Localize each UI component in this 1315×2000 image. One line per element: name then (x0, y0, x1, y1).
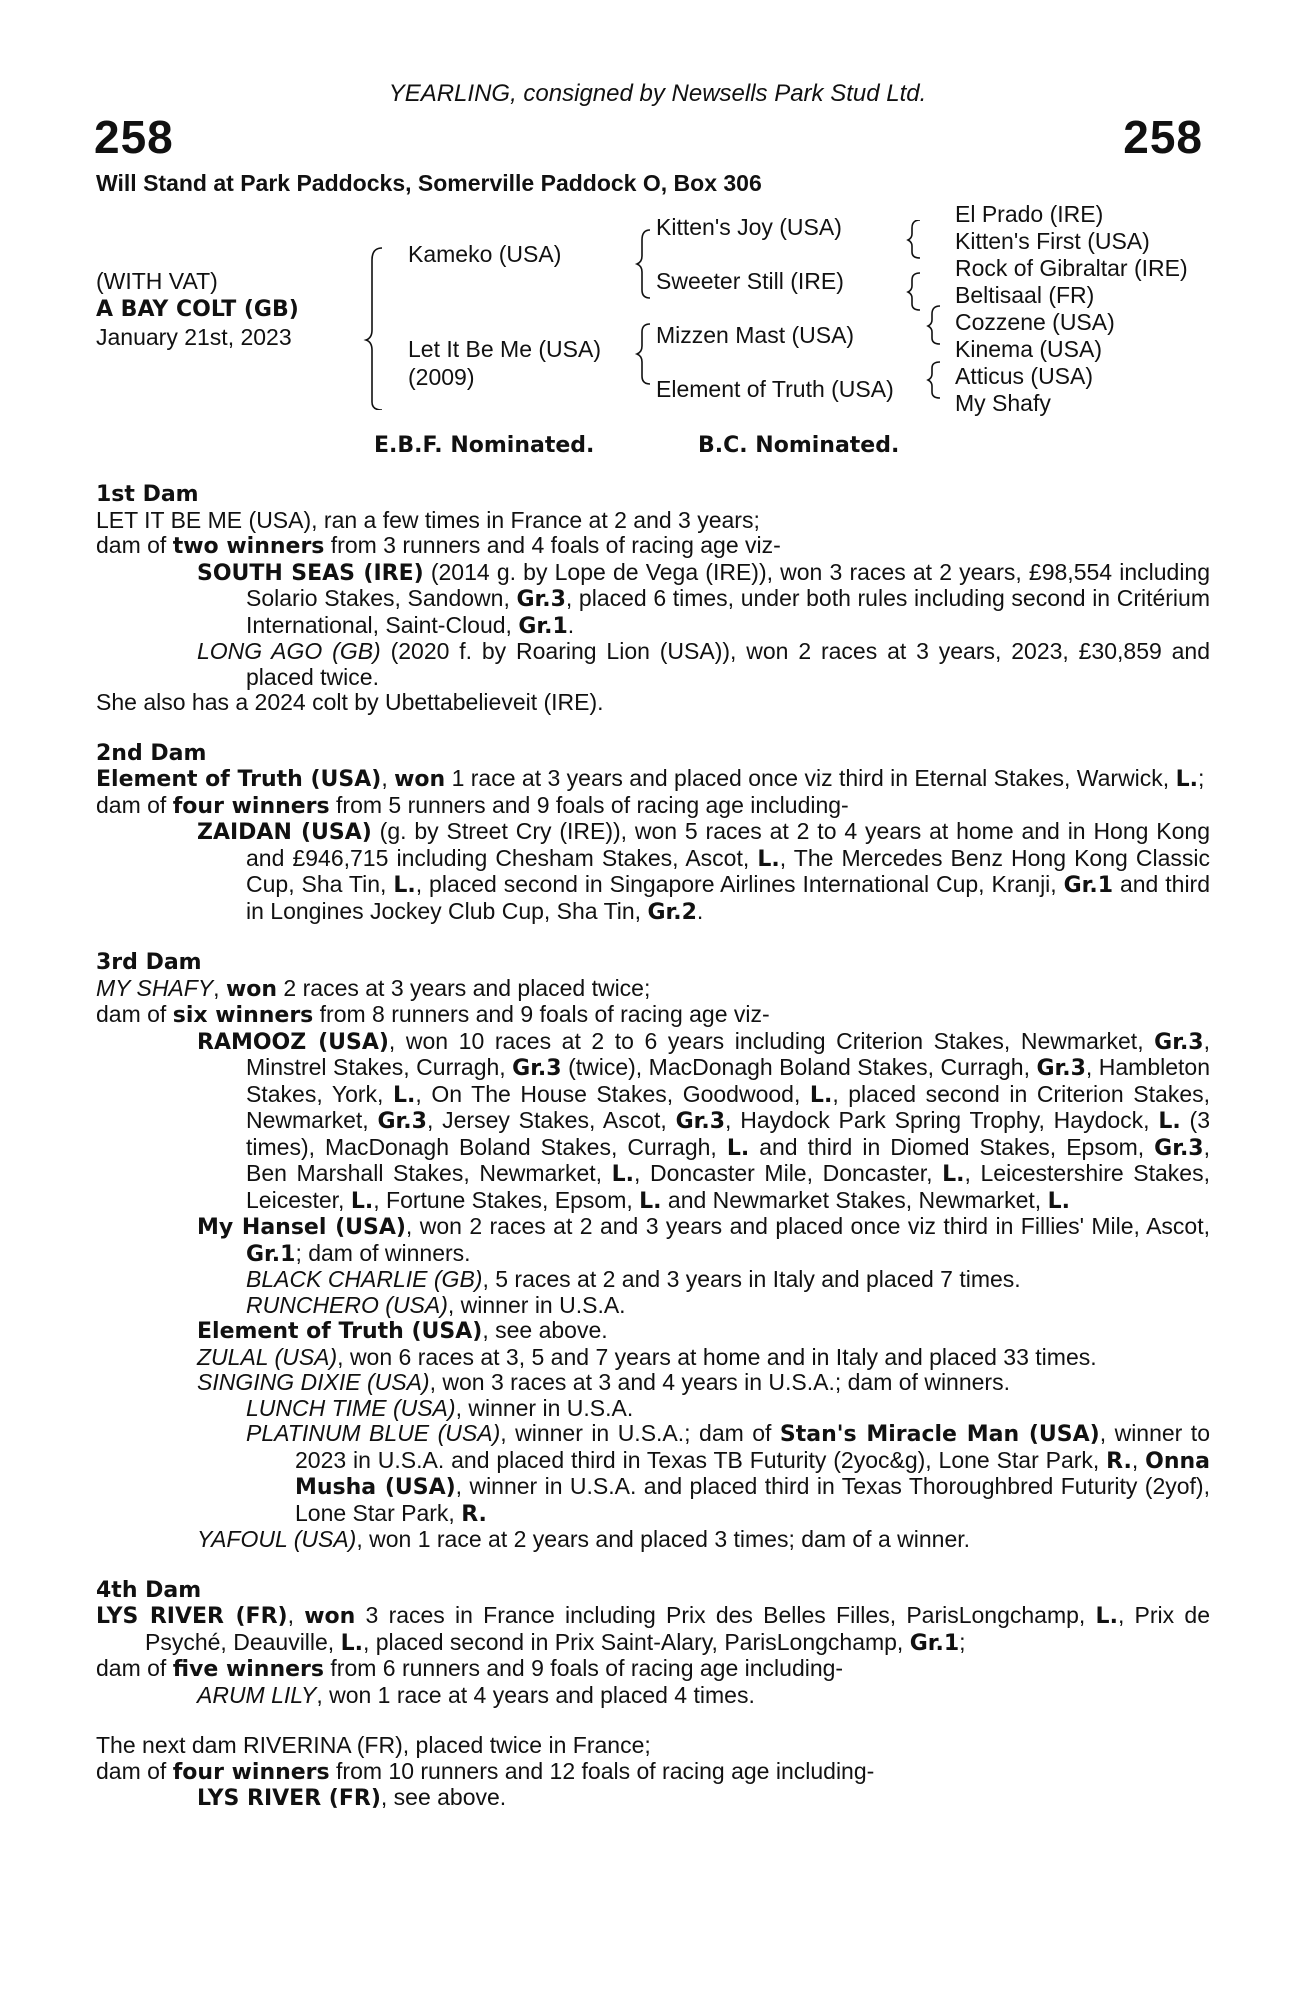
grandprogeny-lunch-time: LUNCH TIME (USA), winner in U.S.A. (246, 1394, 634, 1421)
progeny-singing-dixie: SINGING DIXIE (USA), won 3 races at 3 and 4 years in U.S.A.; dam of winners. (197, 1369, 1010, 1395)
first-dam-heading: 1st Dam (96, 482, 199, 507)
bc-nomination: B.C. Nominated. (698, 433, 900, 458)
second-dam-heading: 2nd Dam (96, 740, 207, 766)
granddam-line-2: Kitten's First (USA) (955, 228, 1150, 254)
dam-sire: Mizzen Mast (USA) (656, 322, 855, 348)
vat-note: (WITH VAT) (96, 268, 218, 294)
granddam-line-3: Rock of Gibraltar (IRE) (955, 255, 1188, 281)
sire-sire: Kitten's Joy (USA) (656, 214, 842, 240)
third-dam-heading: 3rd Dam (96, 950, 202, 975)
ebf-nomination: E.B.F. Nominated. (374, 433, 595, 458)
fourth-dam-line: LYS RIVER (FR), won 3 races in France including Prix des Belles Filles, ParisLongchamp, L., Prix de Psyché, Deauville, L., placed second in Prix Saint-Alary, ParisLongchamp, Gr.1; (96, 1602, 1210, 1656)
fourth-dam-produce-summary: dam of five winners from 6 runners and 9 foals of racing age including- (96, 1655, 844, 1682)
progeny-south-seas: SOUTH SEAS (IRE) (2014 g. by Lope de Vega (IRE)), won 3 races at 2 years, £98,554 including Solario Stakes, Sandown, Gr.3, placed 6 times, under both rules including second in Critérium International, Saint-Cloud, Gr.1. (197, 558, 1211, 639)
third-dam-line: MY SHAFY, won 2 races at 3 years and placed twice; (96, 974, 651, 1002)
progeny-yafoul: YAFOUL (USA), won 1 race at 2 years and placed 3 times; dam of a winner. (197, 1526, 971, 1552)
progeny-zulal: ZULAL (USA), won 6 races at 3, 5 and 7 years at home and in Italy and placed 33 times. (197, 1343, 1097, 1370)
progeny-ramooz: RAMOOZ (USA), won 10 races at 2 to 6 years including Criterion Stakes, Newmarket, Gr.3, Minstrel Stakes, Curragh, Gr.3 (twice), MacDonagh Boland Stakes, Curragh, Gr.3, Hambleton Stakes, York, L., On The House Stakes, Goodwood, L., placed second in Criterion Stakes, Newmarket, Gr.3, Jersey Stakes, Ascot, Gr.3, Haydock Park Spring Trophy, Haydock, L. (3 times), MacDonagh Boland Stakes, Curragh, L. and third in Diomed Stakes, Epsom, Gr.3, Ben Marshall Stakes, Newmarket, L., Doncaster Mile, Doncaster, L., Leicestershire Stakes, Leicester, L., Fortune Stakes, Epsom, L. and Newmarket Stakes, Newmarket, L. (197, 1027, 1210, 1214)
consignment-line: YEARLING, consigned by Newsells Park Stud Ltd. (388, 80, 927, 107)
progeny-my-hansel: My Hansel (USA), won 2 races at 2 and 3 years and placed once viz third in Fillies' Mile, Ascot, Gr.1; dam of winners. (197, 1213, 1210, 1267)
progeny-zaidan: ZAIDAN (USA) (g. by Street Cry (IRE)), won 5 races at 2 to 4 years at home and in Hong Kong and £946,715 including Chesham Stakes, Ascot, L., The Mercedes Benz Hong Kong Classic Cup, Sha Tin, L., placed second in Singapore Airlines International Cup, Kranji, Gr.1 and third in Longines Jockey Club Cup, Sha Tin, Gr.2. (197, 818, 1210, 925)
pedigree-brackets-lower (920, 300, 960, 420)
fourth-dam-heading: 4th Dam (96, 1577, 202, 1603)
dam-dam: Element of Truth (USA) (656, 376, 894, 402)
catalogue-body (96, 482, 1210, 1812)
granddam-line-8: My Shafy (955, 390, 1051, 416)
second-dam-produce-summary: dam of four winners from 5 runners and 9 foals of racing age including- (96, 791, 849, 819)
progeny-long-ago: LONG AGO (GB) (2020 f. by Roaring Lion (USA)), won 2 races at 3 years, 2023, £30,859 and placed twice. (197, 638, 1211, 690)
progeny-arum-lily: ARUM LILY, won 1 race at 4 years and placed 4 times. (197, 1681, 755, 1708)
third-dam-produce-summary: dam of six winners from 8 runners and 9 foals of racing age viz- (96, 1001, 770, 1028)
second-dam-line: Element of Truth (USA), won 1 race at 3 years and placed once viz third in Eternal Stakes, Warwick, L.; (96, 765, 1205, 792)
progeny-lys-river: LYS RIVER (FR), see above. (197, 1784, 507, 1811)
first-dam-line: LET IT BE ME (USA), ran a few times in France at 2 and 3 years; (96, 506, 760, 533)
granddam-line-7: Atticus (USA) (955, 363, 1094, 389)
foaling-date: January 21st, 2023 (96, 324, 292, 350)
next-dam-produce-summary: dam of four winners from 10 runners and 12 foals of racing age including- (96, 1757, 875, 1785)
next-dam-line: The next dam RIVERINA (FR), placed twice in France; (96, 1732, 651, 1758)
dam-year: (2009) (408, 364, 475, 390)
progeny-element-of-truth: Element of Truth (USA), see above. (197, 1317, 608, 1344)
grandprogeny-runchero: RUNCHERO (USA), winner in U.S.A. (246, 1291, 626, 1318)
granddam-line-4: Beltisaal (FR) (955, 282, 1095, 308)
horse-name: A BAY COLT (GB) (96, 297, 299, 322)
sire: Kameko (USA) (408, 241, 562, 267)
granddam-line-1: El Prado (IRE) (955, 201, 1104, 227)
first-dam-colt-note: She also has a 2024 colt by Ubettabelieveit (IRE). (96, 689, 604, 715)
dam: Let It Be Me (USA) (408, 336, 602, 362)
lot-number-left: 258 (94, 111, 174, 163)
first-dam-produce-summary: dam of two winners from 3 runners and 4 foals of racing age viz- (96, 532, 781, 559)
lot-number-right: 258 (1123, 111, 1203, 163)
location-line: Will Stand at Park Paddocks, Somerville Paddock O, Box 306 (96, 170, 762, 196)
grandprogeny-black-charlie: BLACK CHARLIE (GB), 5 races at 2 and 3 years in Italy and placed 7 times. (246, 1266, 1021, 1292)
sire-dam: Sweeter Still (IRE) (656, 268, 844, 294)
granddam-line-5: Cozzene (USA) (955, 309, 1115, 335)
granddam-line-6: Kinema (USA) (955, 336, 1102, 362)
grandprogeny-platinum-blue: PLATINUM BLUE (USA), winner in U.S.A.; dam of Stan's Miracle Man (USA), winner to 2023 in U.S.A. and placed third in Texas TB Futurity (2yoc&g), Lone Star Park, R., Onna Musha (USA), winner in U.S.A. and placed third in Texas Thoroughbred Futurity (2yof), Lone Star Park, R. (246, 1420, 1211, 1527)
